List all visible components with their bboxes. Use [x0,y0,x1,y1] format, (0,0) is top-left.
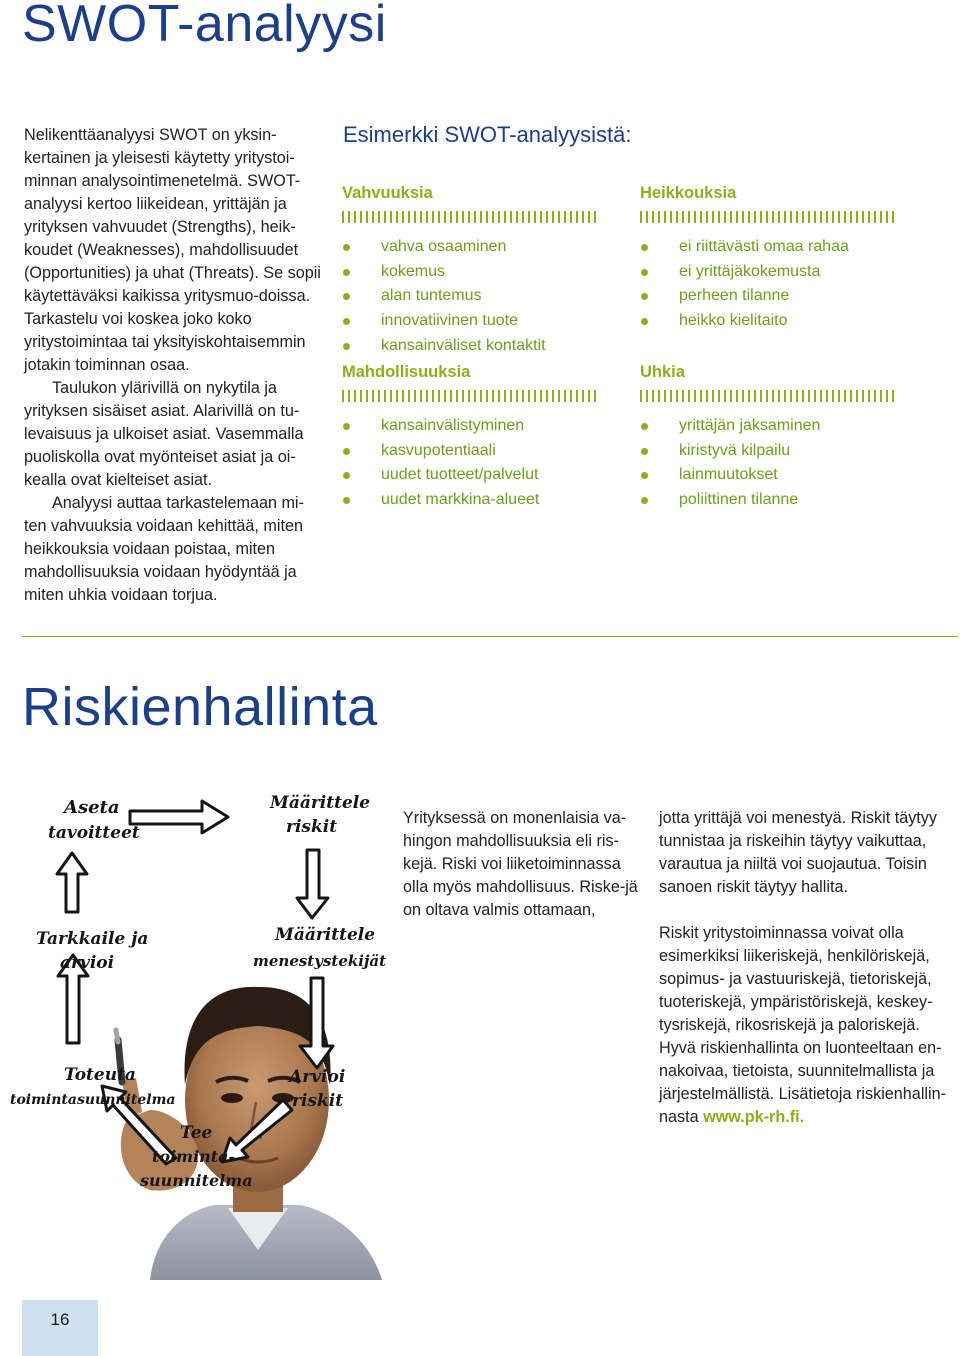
list-item: innovatiivinen tuote [342,309,600,334]
swot-threats [640,362,898,513]
list-item: uudet tuotteet/palvelut [342,463,600,488]
diagram-label: arvioi [60,953,115,973]
diagram-label: Tee [180,1123,213,1143]
list-item: kiristyvä kilpailu [640,439,898,464]
arrow-up-icon [57,853,87,912]
diagram-label: Tarkkaile ja [36,929,149,949]
quadrant-divider [640,390,898,402]
diagram-label: Määrittele [275,925,376,945]
diagram-label: Toteuta [64,1065,136,1085]
list-item: ei yrittäjäkokemusta [640,260,898,285]
arrow-right-icon [130,801,228,833]
list-item: ei riittävästi omaa rahaa [640,235,898,260]
list-item: uudet markkina-alueet [342,488,600,513]
diagram-label: Määrittele [270,793,371,813]
diagram-label: toiminta- [152,1147,236,1166]
list-item: kansainväliset kontaktit [342,334,600,359]
list-item: lainmuutokset [640,463,898,488]
section-divider [22,636,958,637]
page-title: SWOT-analyysi [22,0,387,53]
list-item: kansainvälistyminen [342,414,600,439]
diagram-label: toimintasuunnitelma [10,1092,176,1108]
swot-intro-text [24,124,324,607]
diagram-label: tavoitteet [48,823,140,843]
list-item: poliittinen tilanne [640,488,898,513]
risk-text-column-2 [659,807,951,1129]
swot-example-heading: Esimerkki SWOT-analyysistä: [343,122,632,147]
body-text: Riskit yritystoiminnassa voivat olla esimerkiksi liikeriskejä, henkilöriskejä, sopimus- ja vastuuriskejä, tietoriskejä, tuoteriskejä, ympäristöriskejä, keskey-tysriskejä, rikosriskejä ja paloriskejä. Hyvä riskienhallinta on luonteeltaan en-nakoivaa, tietoista, suunnitelmallista ja järjestelmällistä. Lisätietoja riskienhallin-nasta [659,924,946,1126]
swot-strengths [342,183,600,359]
diagram-label: riskit [286,817,338,837]
diagram-label: suunnitelma [140,1171,253,1190]
list-item: kokemus [342,260,600,285]
list-item: heikko kielitaito [640,309,898,334]
body-paragraph: jotta yrittäjä voi menestyä. Riskit täytyy tunnistaa ja riskeihin täytyy vaikuttaa, varautua ja niiltä voi suojautua. Toisin sanoen riskit täytyy hallita. [659,809,937,896]
quadrant-divider [342,211,600,223]
quadrant-title: Mahdollisuuksia [342,363,471,381]
quadrant-title: Vahvuuksia [342,184,433,202]
list-item: yrittäjän jaksaminen [640,414,898,439]
list-item: alan tuntemus [342,284,600,309]
body-paragraph: Yrityksessä on monenlaisia va-hingon mahdollisuuksia eli ris-kejä. Riski voi liiketoiminnassa olla myös mahdollisuus. Riske-jä on oltava valmis ottamaan, [403,809,638,919]
swot-opportunities [342,362,600,513]
list-item: vahva osaaminen [342,235,600,260]
risk-text-column-1 [403,807,639,922]
diagram-label: riskit [292,1091,344,1111]
body-paragraph [659,922,951,1129]
quadrant-title: Heikkouksia [640,184,737,202]
risk-cycle-photo [10,780,394,1280]
intro-paragraph: Nelikenttäanalyysi SWOT on yksin-kertainen ja yleisesti käytetty yritystoi-minnan analysointimenetelmä. SWOT-analyysi kertoo liikeidean, yrittäjän ja yrityksen vahvuudet (Strengths), heik-koudet (Weaknesses), mahdollisuudet (Opportunities) ja uhat (Threats). Se sopii käytettäväksi kaikissa yritysmuo-doissa. Tarkastelu voi koskea joko koko yritystoimintaa tai yksityiskohtaisemmin jotakin toiminnan osaa. [24,126,321,374]
section-title: Riskienhallinta [22,677,378,737]
intro-paragraph: Taulukon ylärivillä on nykytila ja yrityksen sisäiset asiat. Alarivillä on tu-levaisuus ja ulkoiset asiat. Vasemmalla puoliskolla ovat myönteiset asiat ja oi-kealla ovat kielteiset asiat. [24,379,304,489]
arrow-down-icon [297,850,328,918]
website-link[interactable]: www.pk-rh.fi. [703,1108,805,1126]
swot-weaknesses [640,183,898,334]
diagram-label: Arvioi [289,1067,346,1087]
quadrant-divider [640,211,898,223]
intro-paragraph: Analyysi auttaa tarkastelemaan mi-ten vahvuuksia voidaan kehittää, miten heikkouksia voidaan poistaa, miten mahdollisuuksia voidaan hyödyntää ja miten uhkia voidaan torjua. [24,494,304,604]
page-number: 16 [50,1310,70,1329]
diagram-label: Aseta [64,797,120,818]
list-item: kasvupotentiaali [342,439,600,464]
quadrant-title: Uhkia [640,363,685,381]
quadrant-divider [342,390,600,402]
diagram-label: menestystekijät [253,952,387,970]
list-item: perheen tilanne [640,284,898,309]
